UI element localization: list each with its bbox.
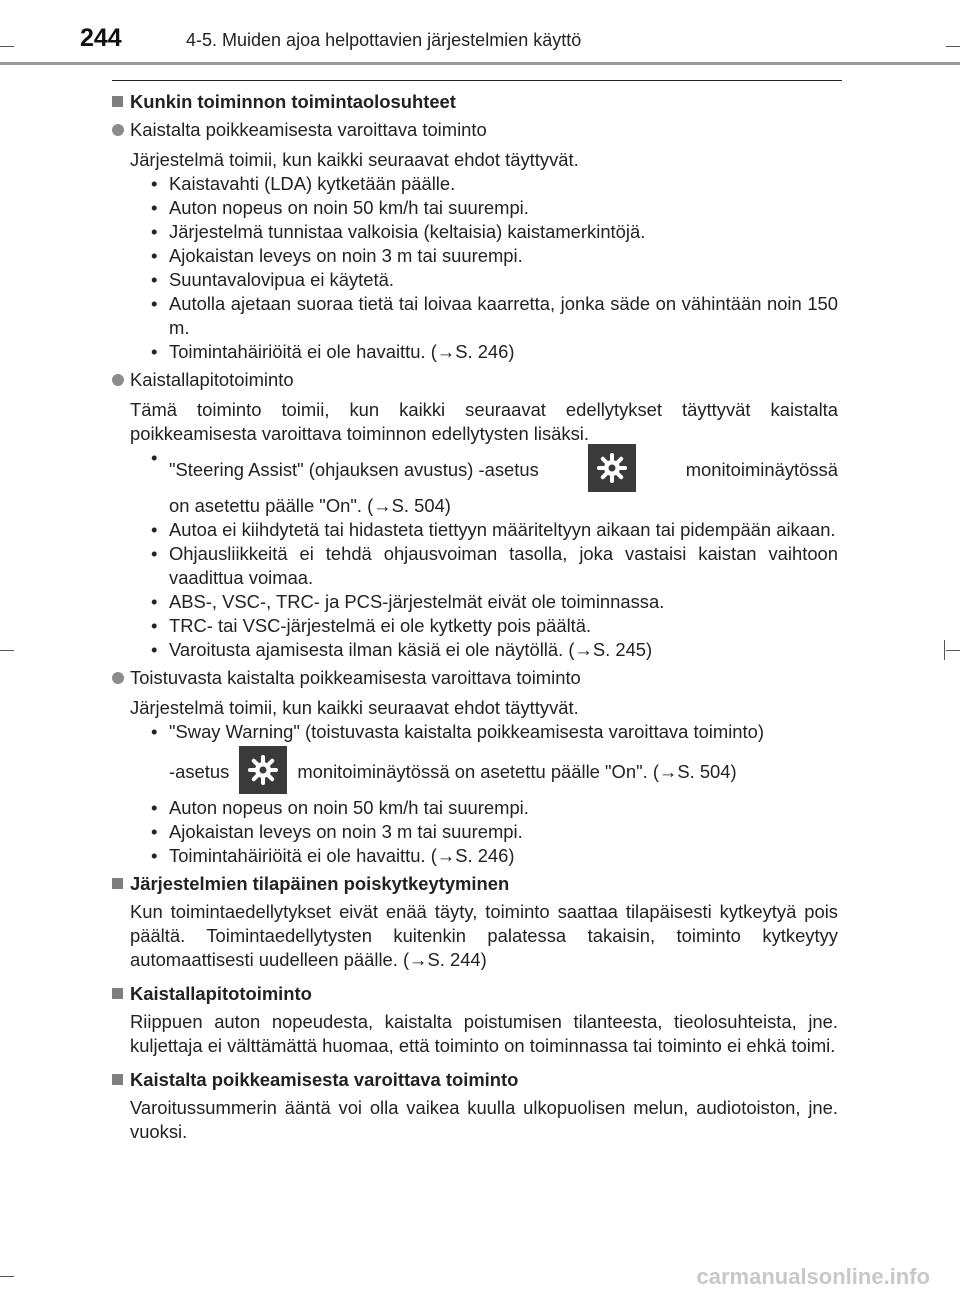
page-number: 244 <box>80 24 122 52</box>
heading-temporary-deactivation: Järjestelmien tilapäinen poiskytkeytyminen <box>112 872 838 896</box>
page-header <box>0 0 960 60</box>
list-item-text: on asetettu päälle "On". (→S. 504) <box>169 495 451 516</box>
list-item-sway-warning <box>150 720 838 796</box>
paragraph: Järjestelmä toimii, kun kaikki seuraavat ehdot täyttyvät. <box>130 697 579 718</box>
gear-icon <box>588 444 636 492</box>
crop-mark <box>944 640 945 660</box>
heading-lane-keeping: Kaistallapitotoiminto <box>112 982 838 1006</box>
content-divider <box>112 80 842 81</box>
list-item: • Ajokaistan leveys on noin 3 m tai suurempi. <box>150 820 838 844</box>
list-item: • Autolla ajetaan suoraa tietä tai loivaa kaarretta, jonka säde on vähintään noin 150 m. <box>150 292 838 340</box>
list-item: • TRC- tai VSC-järjestelmä ei ole kytketty pois päältä. <box>150 614 838 638</box>
paragraph: Kun toimintaedellytykset eivät enää täyty, toiminto saattaa tilapäisesti kytkeytyä pois päältä. Toimintaedellytysten kuitenkin palatessa takaisin, toiminto kytkeytyy automaattisesti uudelleen päälle. (→S. 244) <box>130 901 838 970</box>
section-title: 4-5. Muiden ajoa helpottavien järjestelmien käyttö <box>186 30 582 50</box>
condition-list <box>112 446 838 662</box>
heading-operating-conditions: Kunkin toiminnon toimintaolosuhteet <box>112 90 838 114</box>
list-item: • Toimintahäiriöitä ei ole havaittu. (→S. 246) <box>150 340 838 364</box>
condition-list <box>112 172 838 364</box>
list-item-text: monitoiminäytössä on asetettu päälle "On". (→S. 504) <box>297 761 737 782</box>
list-item: • Järjestelmä tunnistaa valkoisia (keltaisia) kaistamerkintöjä. <box>150 220 838 244</box>
list-item: • ABS-, VSC-, TRC- ja PCS-järjestelmät eivät ole toiminnassa. <box>150 590 838 614</box>
header-rule <box>0 62 960 65</box>
list-item: • Suuntavalovipua ei käytetä. <box>150 268 838 292</box>
list-item: • Auton nopeus on noin 50 km/h tai suurempi. <box>150 796 838 820</box>
list-item-text: • "Steering Assist" (ohjauksen avustus) -asetus <box>169 459 539 480</box>
list-item: • Ohjausliikkeitä ei tehdä ohjausvoiman tasolla, joka vastaisi kaistan vaihtoon vaadittua voimaa. <box>150 542 838 590</box>
watermark: carmanualsonline.info <box>696 1264 930 1289</box>
list-item: • Kaistavahti (LDA) kytketään päälle. <box>150 172 838 196</box>
paragraph: Varoitussummerin ääntä voi olla vaikea kuulla ulkopuolisen melun, audiotoiston, jne. vuoksi. <box>130 1097 838 1142</box>
list-item-text: monitoiminäytössä <box>685 459 838 480</box>
list-item: • Auton nopeus on noin 50 km/h tai suurempi. <box>150 196 838 220</box>
paragraph: Järjestelmä toimii, kun kaikki seuraavat ehdot täyttyvät. <box>130 149 579 170</box>
crop-mark <box>0 650 14 651</box>
list-item: • Varoitusta ajamisesta ilman käsiä ei ole näytöllä. (→S. 245) <box>150 638 838 662</box>
list-item: • Autoa ei kiihdytetä tai hidasteta tiettyyn määriteltyyn aikaan tai pidempään aikaan. <box>150 518 838 542</box>
paragraph: Tämä toiminto toimii, kun kaikki seuraavat edellytykset täyttyvät kaistalta poikkeamisesta varoittava toiminnon edellytysten lisäksi. <box>130 399 838 444</box>
list-item-text: -asetus <box>169 761 230 782</box>
subheading-lane-departure-alert: Kaistalta poikkeamisesta varoittava toiminto <box>112 118 838 142</box>
gear-icon <box>239 746 287 794</box>
list-item: • Toimintahäiriöitä ei ole havaittu. (→S. 246) <box>150 844 838 868</box>
heading-lane-departure-alert: Kaistalta poikkeamisesta varoittava toiminto <box>112 1068 838 1092</box>
paragraph: Riippuen auton nopeudesta, kaistalta poistumisen tilanteesta, tieolosuhteista, jne. kuljettaja ei välttämättä huomaa, että toiminto on toiminnassa tai toiminto ei ehkä toimi. <box>130 1011 838 1056</box>
page-content <box>112 90 838 1144</box>
crop-mark <box>0 1276 14 1277</box>
subheading-sway-warning: Toistuvasta kaistalta poikkeamisesta varoittava toiminto <box>112 666 838 690</box>
list-item-steering-assist <box>150 446 838 518</box>
condition-list <box>112 720 838 868</box>
subheading-lane-keeping: Kaistallapitotoiminto <box>112 368 838 392</box>
list-item-text: • "Sway Warning" (toistuvasta kaistalta poikkeamisesta varoittava toiminto) <box>169 721 764 742</box>
crop-mark <box>946 650 960 651</box>
list-item: • Ajokaistan leveys on noin 3 m tai suurempi. <box>150 244 838 268</box>
